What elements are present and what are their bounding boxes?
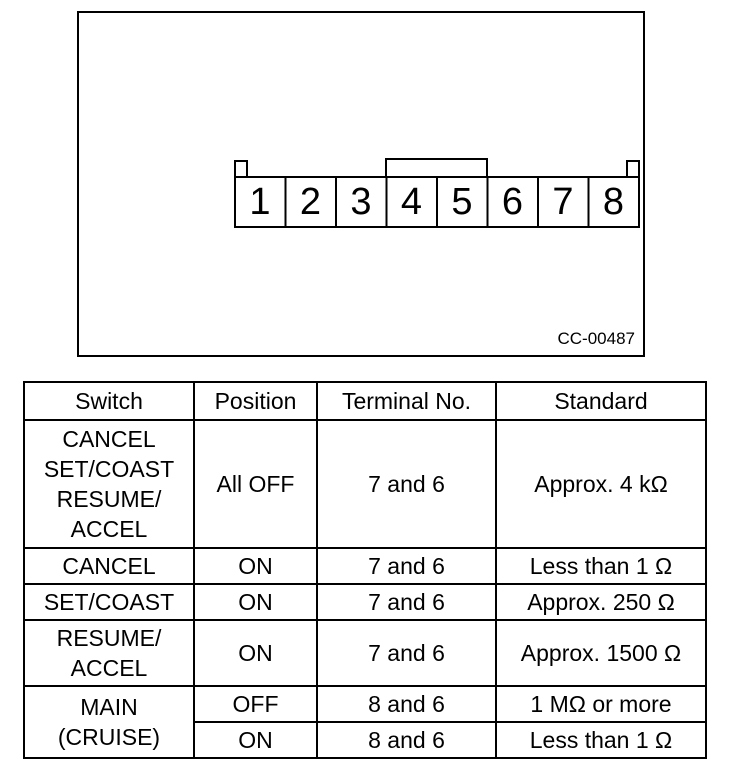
cell-terminal: 7 and 6 bbox=[317, 420, 496, 548]
cell-switch: SET/COAST bbox=[24, 584, 194, 620]
connector-pin-4: 4 bbox=[400, 181, 423, 223]
cell-position: ON bbox=[194, 620, 317, 686]
cell-terminal: 7 and 6 bbox=[317, 584, 496, 620]
connector-pin-6: 6 bbox=[501, 181, 524, 223]
figure-code: CC-00487 bbox=[557, 329, 635, 348]
connector-pin-1: 1 bbox=[249, 181, 271, 223]
cell-switch: MAIN (CRUISE) bbox=[24, 686, 194, 758]
connector-pin-7: 7 bbox=[552, 181, 574, 223]
cell-terminal: 8 and 6 bbox=[317, 722, 496, 758]
connector-pin-2: 2 bbox=[299, 181, 322, 223]
cell-standard: 1 MΩ or more bbox=[496, 686, 706, 722]
cell-terminal: 8 and 6 bbox=[317, 686, 496, 722]
header-terminal-no: Terminal No. bbox=[317, 382, 496, 420]
connector-pin-3: 3 bbox=[350, 181, 372, 223]
table-header-row bbox=[24, 382, 706, 420]
cell-switch: CANCEL SET/COAST RESUME/ ACCEL bbox=[24, 420, 194, 548]
switch-spec-table bbox=[23, 381, 707, 759]
cell-position: ON bbox=[194, 584, 317, 620]
cell-switch: RESUME/ ACCEL bbox=[24, 620, 194, 686]
connector-pin-8: 8 bbox=[602, 181, 625, 223]
cell-terminal: 7 and 6 bbox=[317, 548, 496, 584]
cell-standard: Less than 1 Ω bbox=[496, 548, 706, 584]
table-row bbox=[24, 620, 706, 686]
table-row bbox=[24, 584, 706, 620]
table-row bbox=[24, 686, 706, 722]
cell-standard: Less than 1 Ω bbox=[496, 722, 706, 758]
cell-switch: CANCEL bbox=[24, 548, 194, 584]
header-position: Position bbox=[194, 382, 317, 420]
header-standard: Standard bbox=[496, 382, 706, 420]
connector-pin-5: 5 bbox=[451, 181, 473, 223]
cell-position: All OFF bbox=[194, 420, 317, 548]
table-row bbox=[24, 420, 706, 548]
cell-position: ON bbox=[194, 548, 317, 584]
header-switch: Switch bbox=[24, 382, 194, 420]
cell-position: ON bbox=[194, 722, 317, 758]
cell-standard: Approx. 250 Ω bbox=[496, 584, 706, 620]
cell-terminal: 7 and 6 bbox=[317, 620, 496, 686]
cell-standard: Approx. 1500 Ω bbox=[496, 620, 706, 686]
cell-position: OFF bbox=[194, 686, 317, 722]
table-row bbox=[24, 548, 706, 584]
cell-standard: Approx. 4 kΩ bbox=[496, 420, 706, 548]
connector-diagram bbox=[77, 11, 645, 357]
connector bbox=[235, 159, 641, 229]
